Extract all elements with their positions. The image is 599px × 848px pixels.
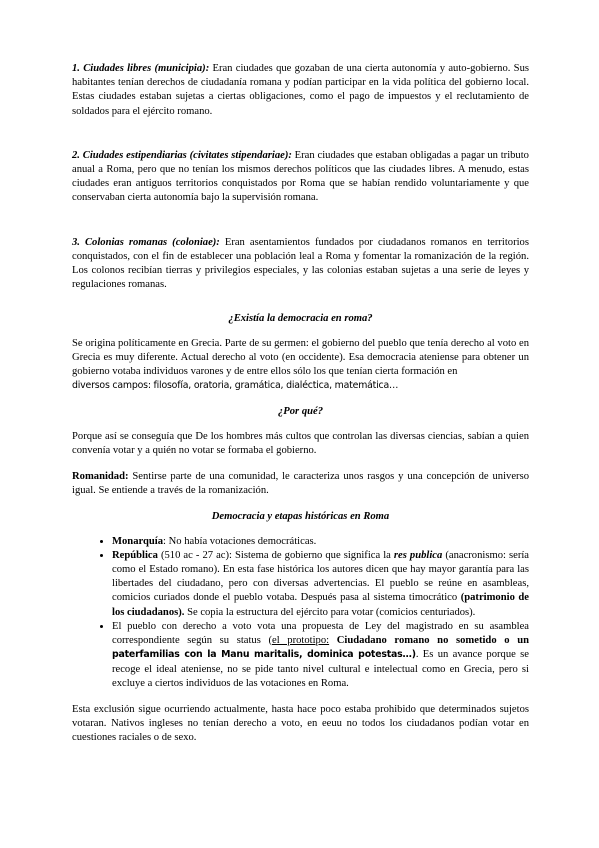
monarquia-text: : No había votaciones democráticas. [163, 535, 317, 547]
pueblo-text: . Es un avance porque se recoge el ideal ateniense, no se pide tanto nivel cultural e intelectual como en Grecia, pero si excluye a ciertos individuos de las votaciones en Roma. [112, 649, 529, 689]
republica-text: Se copia la estructura del ejército para votar (comicios centuriados). [184, 606, 476, 618]
heading-por-que: ¿Por qué? [277, 406, 324, 418]
res-publica-term: res publica [393, 549, 443, 561]
paragraph-exclusion: Esta exclusión sigue ocurriendo actualmente, hasta hace poco estaba prohibido que determinados sujetos votaran. Nativos ingleses no tenían derecho a voto, en eeuu no todos los ciudadanos podían votar en cuestiones raciales o de sexo. [72, 703, 529, 744]
section-text: Eran ciudades que gozaban de una cierta autonomía y auto-gobierno. Sus habitantes tenían derechos de ciudadanía romana y podían participar en la vida política del gobierno local. Estas ciudades estaban sujetas a ciertas obligaciones, como el pago de impuestos y el reclutamiento de soldados para el ejército romano. [72, 63, 529, 117]
republica-text: (anacronismo: sería como el Estado romano). En esta fase histórica los autores dicen que hay mayor garantía para las libertades del ciudadano, pero con diversas advertencias. El pueblo se reúne en asambleas, comicios curiados donde el pueblo votaba. Después pasa al sistema timocrático [112, 549, 529, 604]
heading-democracia: ¿Existía la democracia en roma? [228, 313, 373, 325]
paragraph-text-tail: diversos campos: filosofía, oratoria, gramática, dialéctica, matemática… [72, 380, 399, 392]
list-item-monarquia [112, 535, 529, 549]
republica-label: República [112, 549, 158, 561]
romanidad-label: Romanidad: [72, 471, 129, 483]
paterfamilias-term: paterfamilias con la Manu maritalis, dominica potestas…) [112, 649, 416, 661]
prototipo-term: el prototipo: [272, 635, 330, 647]
section-colonias-romanas [72, 236, 529, 293]
paragraph-romanidad [72, 470, 529, 498]
section-title: 2. Ciudades estipendiarias (civitates stipendariae): [72, 149, 292, 161]
list-item-republica [112, 549, 529, 620]
document-body [72, 62, 529, 758]
republica-text: (510 ac - 27 ac): Sistema de gobierno que significa la [157, 549, 394, 561]
romanidad-text: Sentirse parte de una comunidad, le caracteriza unos rasgos y una concepción de universo igual. Se entiende a través de la romanización. [72, 471, 529, 497]
monarquia-label: Monarquía [112, 535, 164, 547]
heading-etapas: Democracia y etapas históricas en Roma [211, 511, 390, 523]
section-ciudades-libres [72, 62, 529, 119]
pueblo-text: El pueblo con derecho a voto vota una propuesta de Ley del magistrado en su asamblea correspondiente según su status ( [112, 620, 529, 647]
ciudadano-term: Ciudadano romano no sometido o un [329, 635, 529, 647]
section-text: Eran ciudades que estaban obligadas a pagar un tributo anual a Roma, pero que no tenían los mismos derechos políticos que las ciudades libres. A menudo, estas ciudades eran antiguos territorios conquistados por Roma que se habían rendido voluntariamente y que conservaban cierta autonomía bajo la supervisión romana. [72, 149, 529, 204]
section-text: Eran asentamientos fundados por ciudadanos romanos en territorios conquistados, con el fin de establecer una población leal a Roma y fomentar la romanización de la región. Los colonos recibían tierras y privilegios especiales, y las colonias estaban sujetas a una serie de leyes y regulaciones romanas. [72, 236, 529, 291]
section-ciudades-estipendiarias [72, 149, 529, 206]
section-title: 1. Ciudades libres (municipia): [72, 63, 210, 74]
section-title: 3. Colonias romanas (coloniae): [72, 236, 220, 248]
patrimonio-term: (patrimonio de los ciudadanos). [112, 592, 529, 618]
paragraph-democracia [72, 337, 529, 394]
paragraph-por-que: Porque así se conseguía que De los hombres más cultos que controlan las diversas ciencias, sabían a quien convenía votar y a quién no votar se formaba el gobierno. [72, 430, 529, 456]
list-item-pueblo [112, 620, 529, 691]
etapas-list [72, 535, 529, 691]
paragraph-text: Se origina políticamente en Grecia. Parte de su germen: el gobierno del pueblo que tenía derecho al voto en Grecia es muy diferente. Actual derecho al voto (en occidente). Esa democracia ateniense para obtener un gobierno votaba individuos varones y de entre ellos sólo los que tenían cierta formación en [72, 337, 529, 378]
